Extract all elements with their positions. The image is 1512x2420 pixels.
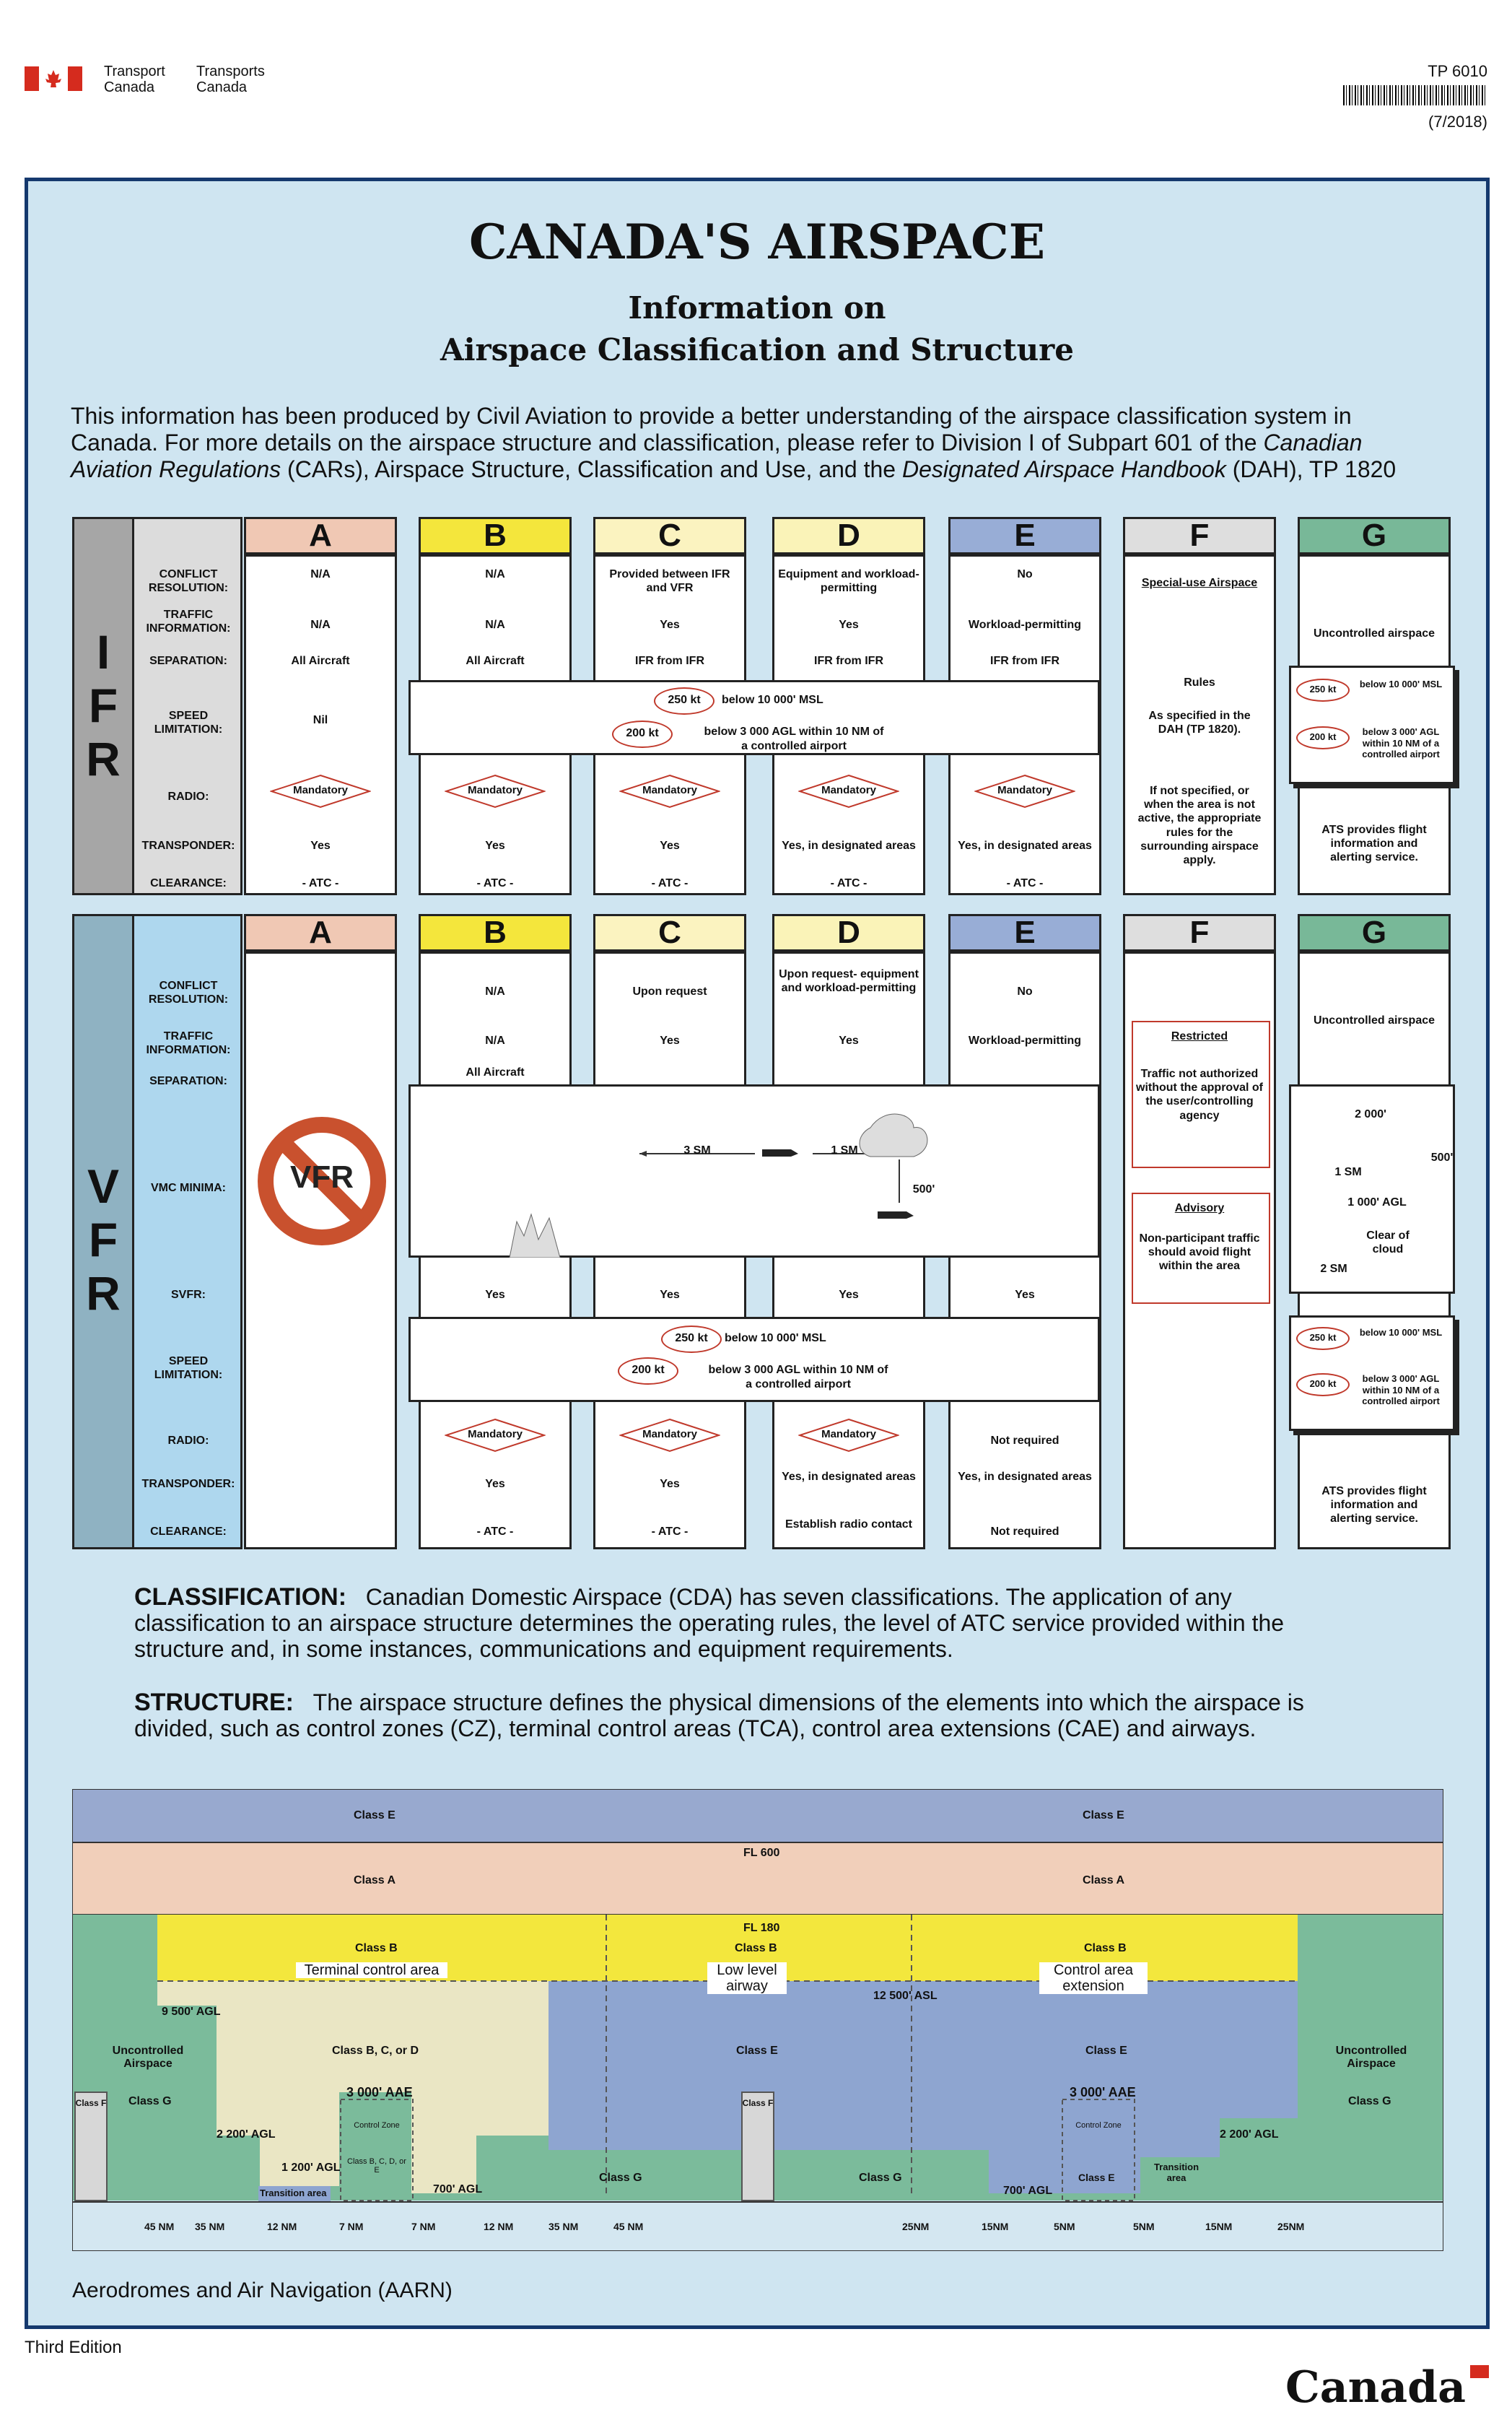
- ifr-D-separation: IFR from IFR: [814, 655, 883, 667]
- vfr-row-vmc: VMC MINIMA:: [151, 1182, 226, 1194]
- diag-classB-3: Class B: [1084, 1942, 1127, 1954]
- diag-2200-left: 2 200' AGL: [217, 2128, 276, 2141]
- vfr-header-E: E: [948, 914, 1101, 952]
- ifr-header-F: F: [1123, 517, 1276, 554]
- diag-classG-left: Class G: [128, 2095, 172, 2107]
- ifr-B-traffic: N/A: [485, 619, 505, 631]
- dept-fr: Transports: [196, 64, 265, 79]
- diag-cz-class: Class B, C, D, or E: [347, 2157, 406, 2175]
- vfr-speed-below10000: below 10 000' MSL: [725, 1332, 826, 1344]
- diag-unc-left: Uncontrolled Airspace: [112, 2045, 184, 2070]
- ifr-C-traffic: Yes: [660, 619, 680, 631]
- barcode-icon: [1343, 85, 1487, 105]
- vmc-500: 500': [912, 1183, 935, 1196]
- vfr-row-separation: SEPARATION:: [149, 1075, 227, 1087]
- vmc-3sm: 3 SM: [683, 1144, 711, 1157]
- ifr-C-separation: IFR from IFR: [635, 655, 704, 667]
- dept-en-2: Canada: [104, 79, 155, 95]
- vfr-F-restricted-title: Restricted: [1171, 1030, 1228, 1043]
- diag-distance: 25NM: [1277, 2221, 1305, 2232]
- vfr-speed-200: 200 kt: [618, 1357, 678, 1385]
- diag-classA-left: Class A: [354, 1874, 396, 1886]
- ifr-speed-below10000: below 10 000' MSL: [722, 694, 823, 706]
- structure-diagram: [72, 1789, 1443, 2251]
- diag-distance: 15NM: [1205, 2221, 1233, 2232]
- ifr-header-E: E: [948, 517, 1101, 554]
- vfr-C-clearance: - ATC -: [651, 1525, 689, 1538]
- ifr-header-G: G: [1298, 517, 1451, 554]
- vfr-speed-ctrl: a controlled airport: [746, 1378, 851, 1390]
- diag-cz-right: Control Zone: [1075, 2121, 1122, 2130]
- vfr-C-conflict: Upon request: [632, 985, 707, 998]
- ifr-A-speed: Nil: [313, 714, 328, 726]
- ifr-B-radio: Mandatory: [445, 774, 546, 809]
- ifr-A-traffic: N/A: [310, 619, 331, 631]
- vfr-G-2000: 2 000': [1355, 1108, 1386, 1120]
- vfr-D-clearance: Establish radio contact: [785, 1518, 913, 1531]
- ifr-F-rules-title: Rules: [1184, 676, 1215, 689]
- ifr-B-separation: All Aircraft: [466, 655, 525, 667]
- diag-distance: 5NM: [1054, 2221, 1075, 2232]
- ifr-G-ats: ATS provides flight information and alerting service.: [1321, 824, 1427, 864]
- aarn-label: Aerodromes and Air Navigation (AARN): [72, 2278, 453, 2302]
- diag-distance: 45 NM: [613, 2221, 644, 2232]
- doc-number: TP 6010: [1428, 62, 1487, 80]
- diag-classE-right2: Class E: [1085, 2045, 1127, 2057]
- vfr-B-transponder: Yes: [485, 1478, 505, 1490]
- ifr-A-clearance: - ATC -: [302, 877, 339, 889]
- vfr-G-500: 500': [1430, 1152, 1454, 1164]
- subtitle-1: Information on: [628, 290, 886, 326]
- classification-label: CLASSIFICATION:: [134, 1583, 347, 1611]
- vfr-speed-below3000: below 3 000 AGL within 10 NM of: [708, 1364, 888, 1376]
- vfr-E-traffic: Workload-permitting: [968, 1035, 1082, 1047]
- diag-1200: 1 200' AGL: [281, 2162, 341, 2174]
- dept-fr-2: Canada: [196, 79, 248, 95]
- subtitle-2: Airspace Classification and Structure: [440, 332, 1074, 367]
- vfr-B-radio: Mandatory: [445, 1418, 546, 1453]
- diag-distance: 7 NM: [339, 2221, 364, 2232]
- diag-fl600: FL 600: [743, 1847, 780, 1859]
- ifr-row-radio: RADIO:: [167, 791, 209, 803]
- ifr-A-transponder: Yes: [310, 840, 331, 852]
- intro-text: This information has been produced by Civil Aviation to provide a better understanding of the airspace classification system in Canada. For more details on the airspace structure and classification, please refer to Division I of Subpart 601 of the Canadian Aviation Regulations (CARs), Airspace Structure, Classification and Use, and the Designated Airspace Handbook (DAH), TP 1820: [71, 403, 1397, 482]
- vfr-E-conflict: No: [1017, 985, 1033, 998]
- ifr-row-separation: SEPARATION:: [149, 655, 227, 667]
- vfr-G-200: 200 kt: [1296, 1373, 1350, 1396]
- ifr-C-clearance: - ATC -: [651, 877, 689, 889]
- ifr-G-b10000: below 10 000' MSL: [1359, 679, 1443, 689]
- vfr-C-svfr: Yes: [660, 1289, 680, 1301]
- diag-cz-left: Control Zone: [354, 2121, 400, 2130]
- ifr-A-radio: Mandatory: [270, 774, 371, 809]
- vfr-F-advisory-title: Advisory: [1174, 1202, 1225, 1214]
- diag-700-right: 700' AGL: [1003, 2185, 1053, 2197]
- ifr-D-radio: Mandatory: [798, 774, 899, 809]
- vfr-G-b10000: below 10 000' MSL: [1359, 1327, 1443, 1338]
- wordmark-flag-icon: [1470, 2365, 1489, 2378]
- ifr-D-traffic: Yes: [839, 619, 859, 631]
- vfr-B-separation: All Aircraft: [466, 1066, 525, 1079]
- vfr-row-radio: RADIO:: [167, 1435, 209, 1447]
- vfr-B-clearance: - ATC -: [476, 1525, 514, 1538]
- ifr-E-transponder: Yes, in designated areas: [958, 840, 1092, 852]
- vfr-text: VFR: [290, 1159, 354, 1195]
- vfr-B-traffic: N/A: [485, 1035, 505, 1047]
- vfr-header-C: C: [593, 914, 746, 952]
- diag-distance: 12 NM: [267, 2221, 297, 2232]
- vfr-header-B: B: [419, 914, 572, 952]
- canada-flag-icon: [25, 66, 82, 91]
- ifr-A-separation: All Aircraft: [291, 655, 350, 667]
- ifr-speed-250: 250 kt: [654, 687, 715, 715]
- dept-en: Transport: [104, 64, 165, 79]
- vfr-E-radio: Not required: [990, 1435, 1059, 1447]
- ifr-B-clearance: - ATC -: [476, 877, 514, 889]
- vfr-G-250: 250 kt: [1296, 1327, 1350, 1350]
- ifr-C-transponder: Yes: [660, 840, 680, 852]
- vfr-row-traffic: TRAFFIC INFORMATION:: [146, 1030, 231, 1057]
- ifr-speed-below3000: below 3 000 AGL within 10 NM of: [704, 726, 884, 738]
- ifr-G-200: 200 kt: [1296, 726, 1350, 749]
- vfr-header-G: G: [1298, 914, 1451, 952]
- vfr-D-conflict: Upon request- equipment and workload-permitting: [779, 968, 919, 995]
- diag-9500: 9 500' AGL: [162, 2006, 221, 2018]
- vfr-C-transponder: Yes: [660, 1478, 680, 1490]
- diag-distance: 12 NM: [484, 2221, 514, 2232]
- vfr-B-svfr: Yes: [485, 1289, 505, 1301]
- vfr-speed-250: 250 kt: [661, 1326, 722, 1353]
- diag-12500: 12 500' ASL: [873, 1990, 938, 2002]
- vfr-label-col: [134, 914, 242, 1549]
- diag-unc-right: Uncontrolled Airspace: [1335, 2045, 1407, 2070]
- ifr-header-C: C: [593, 517, 746, 554]
- vfr-E-transponder: Yes, in designated areas: [958, 1471, 1092, 1483]
- vfr-C-traffic: Yes: [660, 1035, 680, 1047]
- ifr-header-B: B: [419, 517, 572, 554]
- diag-distance: 35 NM: [195, 2221, 225, 2232]
- vfr-G-unc: Uncontrolled airspace: [1313, 1014, 1435, 1027]
- ifr-A-conflict: N/A: [310, 568, 331, 580]
- vfr-D-radio: Mandatory: [798, 1418, 899, 1453]
- ifr-row-speed: SPEED LIMITATION:: [154, 710, 223, 736]
- ifr-speed-ctrl: a controlled airport: [741, 740, 847, 752]
- vmc-1sm: 1 SM: [831, 1144, 858, 1157]
- page-title: CANADA'S AIRSPACE: [468, 214, 1046, 270]
- diag-classF-mid: Class F: [742, 2098, 774, 2108]
- ifr-G-unc: Uncontrolled airspace: [1313, 627, 1435, 640]
- vfr-G-1000: 1 000' AGL: [1347, 1196, 1407, 1209]
- vfr-row-clearance: CLEARANCE:: [150, 1525, 227, 1538]
- vfr-D-traffic: Yes: [839, 1035, 859, 1047]
- canada-wordmark: Canada: [1285, 2362, 1466, 2413]
- ifr-F-rules1: As specified in the DAH (TP 1820).: [1148, 710, 1251, 736]
- diag-classE-left: Class E: [354, 1809, 396, 1821]
- ifr-E-radio: Mandatory: [974, 774, 1075, 809]
- diag-classE-right: Class E: [1083, 1809, 1124, 1821]
- structure-text: STRUCTURE: The airspace structure defines the physical dimensions of the elements into which the airspace is divided, such as control zones (CZ), terminal control areas (TCA), control area extensions (CAE) and airways.: [134, 1689, 1304, 1741]
- diag-2200-right: 2 200' AGL: [1220, 2128, 1279, 2141]
- ifr-header-A: A: [244, 517, 397, 554]
- ifr-E-separation: IFR from IFR: [990, 655, 1059, 667]
- ifr-D-transponder: Yes, in designated areas: [782, 840, 916, 852]
- diag-classA-right: Class A: [1083, 1874, 1125, 1886]
- vfr-side-letters: V F R: [86, 1159, 121, 1320]
- vfr-G-2sm: 2 SM: [1320, 1263, 1347, 1275]
- ifr-D-conflict: Equipment and workload-permitting: [778, 568, 919, 595]
- ifr-F-title: Special-use Airspace: [1141, 577, 1258, 589]
- diag-classB-1: Class B: [355, 1942, 398, 1954]
- vfr-G-b3000: below 3 000' AGL within 10 NM of a controlled airport: [1362, 1373, 1440, 1407]
- diag-terminal-box: Terminal control area: [296, 1962, 447, 1978]
- ifr-G-b3000: below 3 000' AGL within 10 NM of a controlled airport: [1362, 726, 1440, 760]
- vfr-header-D: D: [772, 914, 925, 952]
- vfr-col-A: [244, 952, 397, 1549]
- diag-classG-right: Class G: [1348, 2095, 1391, 2107]
- vfr-row-svfr: SVFR:: [171, 1289, 206, 1301]
- vfr-row-conflict: CONFLICT RESOLUTION:: [148, 980, 229, 1006]
- ifr-speed-200: 200 kt: [612, 721, 673, 748]
- no-vfr-icon: [257, 1116, 387, 1246]
- ifr-D-clearance: - ATC -: [830, 877, 868, 889]
- diag-distance: 5NM: [1133, 2221, 1155, 2232]
- ifr-B-conflict: N/A: [485, 568, 505, 580]
- ifr-B-transponder: Yes: [485, 840, 505, 852]
- classification-text: CLASSIFICATION: Canadian Domestic Airspace (CDA) has seven classifications. The application of any classification to an airspace structure determines the operating rules, the level of ATC service provided within the structure and, in some instances, communications and equipment requirements.: [134, 1583, 1285, 1662]
- vfr-E-svfr: Yes: [1015, 1289, 1035, 1301]
- vfr-B-conflict: N/A: [485, 985, 505, 998]
- diag-transition-right: Transition area: [1153, 2162, 1199, 2183]
- ifr-row-clearance: CLEARANCE:: [150, 877, 227, 889]
- ifr-F-rules2: If not specified, or when the area is not active, the appropriate rules for the surrounding airspace apply.: [1137, 785, 1262, 866]
- vfr-D-svfr: Yes: [839, 1289, 859, 1301]
- diag-classE-cz: Class E: [1078, 2172, 1115, 2183]
- structure-label: STRUCTURE:: [134, 1689, 294, 1716]
- ifr-G-250: 250 kt: [1296, 679, 1350, 702]
- vfr-header-F: F: [1123, 914, 1276, 952]
- vfr-G-1sm: 1 SM: [1334, 1166, 1362, 1178]
- ifr-E-traffic: Workload-permitting: [968, 619, 1082, 631]
- vfr-D-transponder: Yes, in designated areas: [782, 1471, 916, 1483]
- diag-classG-b2: Class G: [859, 2172, 902, 2184]
- ifr-C-conflict: Provided between IFR and VFR: [609, 568, 730, 595]
- ifr-C-radio: Mandatory: [619, 774, 720, 809]
- diag-distance: 25NM: [902, 2221, 930, 2232]
- vfr-F-restricted: Traffic not authorized without the approval of the user/controlling agency: [1136, 1068, 1263, 1122]
- diag-classF-left: Class F: [75, 2098, 107, 2108]
- diag-aae-left: 3 000' AAE: [346, 2085, 413, 2099]
- diag-controlext-box: Control area extension: [1039, 1962, 1148, 1994]
- diag-fl180: FL 180: [743, 1922, 780, 1934]
- vfr-row-transponder: TRANSPONDER:: [141, 1478, 235, 1490]
- diag-700-left: 700' AGL: [433, 2183, 483, 2195]
- vfr-F-advisory: Non-participant traffic should avoid flight within the area: [1139, 1232, 1260, 1273]
- diag-distance: 35 NM: [549, 2221, 579, 2232]
- doc-date: (7/2018): [1428, 113, 1487, 131]
- diag-aae-right: 3 000' AAE: [1070, 2085, 1136, 2099]
- ifr-row-traffic: TRAFFIC INFORMATION:: [146, 609, 231, 635]
- ifr-row-conflict: CONFLICT RESOLUTION:: [148, 568, 229, 595]
- ifr-E-conflict: No: [1017, 568, 1033, 580]
- diag-classE-mid: Class E: [736, 2045, 778, 2057]
- diag-distance: 45 NM: [144, 2221, 175, 2232]
- vfr-row-speed: SPEED LIMITATION:: [154, 1355, 223, 1382]
- vmc-diagram: [408, 1084, 1100, 1258]
- edition-label: Third Edition: [25, 2338, 122, 2357]
- vfr-header-A: A: [244, 914, 397, 952]
- diag-distance: 15NM: [982, 2221, 1009, 2232]
- diag-distance: 7 NM: [411, 2221, 436, 2232]
- ifr-side-letters: I F R: [86, 625, 121, 785]
- vfr-G-ats: ATS provides flight information and alerting service.: [1321, 1485, 1427, 1525]
- diag-transition-left: Transition area: [260, 2188, 327, 2198]
- vfr-E-clearance: Not required: [990, 1525, 1059, 1538]
- vfr-G-clear: Clear of cloud: [1366, 1229, 1410, 1256]
- vfr-C-radio: Mandatory: [619, 1418, 720, 1453]
- ifr-header-D: D: [772, 517, 925, 554]
- ifr-row-transponder: TRANSPONDER:: [141, 840, 235, 852]
- diag-lowlevel-box: Low level airway: [707, 1962, 787, 1994]
- diag-classB-2: Class B: [735, 1942, 777, 1954]
- diag-bcd: Class B, C, or D: [332, 2045, 419, 2057]
- ifr-E-clearance: - ATC -: [1006, 877, 1044, 889]
- diag-classG-b1: Class G: [599, 2172, 642, 2184]
